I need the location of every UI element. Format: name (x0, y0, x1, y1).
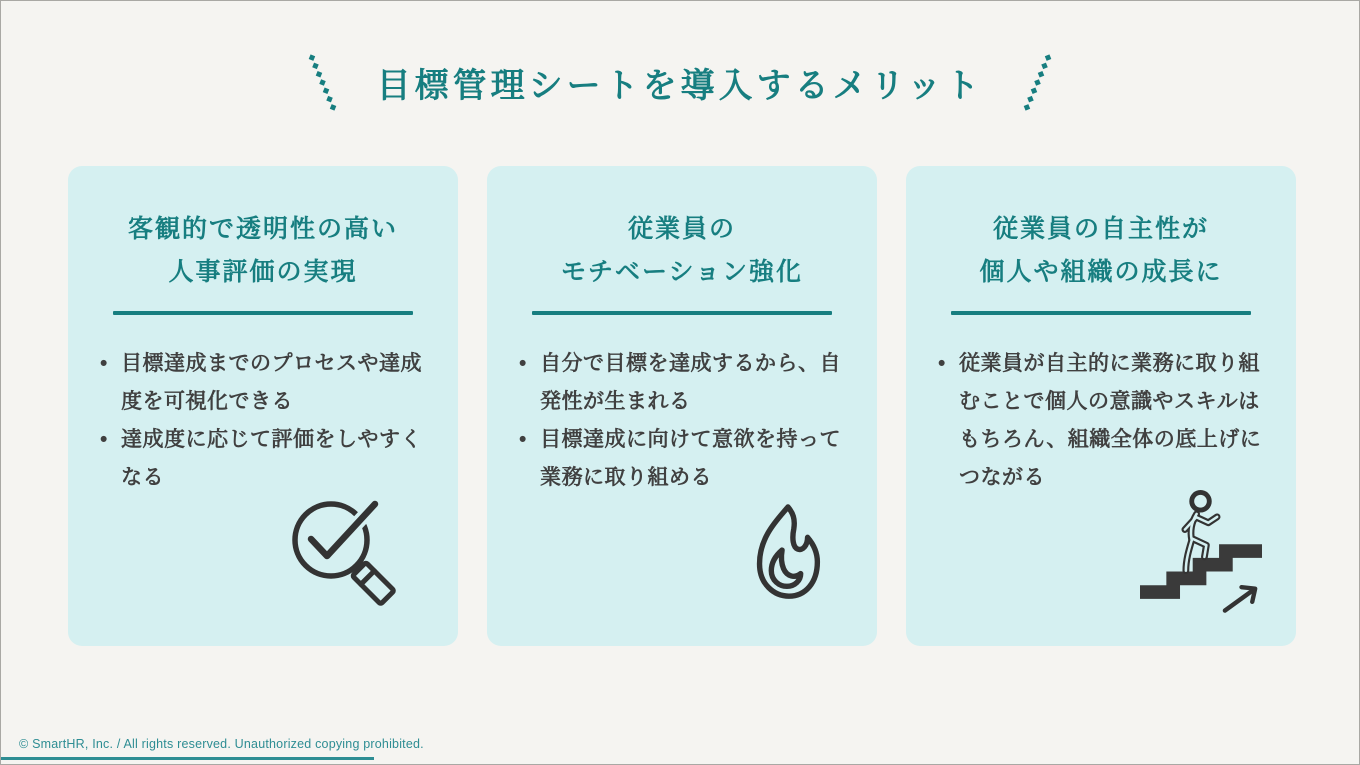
benefit-card-growth (906, 166, 1296, 646)
card-heading-line2: 個人や組織の成長に (979, 258, 1223, 286)
bullet-item: • 従業員が自主的に業務に取り組むことで個人の意識やスキルはもちろん、組織全体の底上げにつながる (936, 345, 1272, 497)
card-heading (906, 208, 1296, 294)
card-heading-line1: 従業員の自主性が (992, 215, 1209, 243)
copyright-text: © SmartHR, Inc. / All rights reserved. Unauthorized copying prohibited. (19, 737, 424, 751)
card-heading-line1: 客観的で透明性の高い (127, 215, 398, 243)
card-heading-line2: 人事評価の実現 (168, 258, 358, 286)
card-bullet-list (98, 345, 434, 497)
benefit-card-motivation (487, 166, 877, 646)
benefit-card-evaluation (68, 166, 458, 646)
bullet-item: • 達成度に応じて評価をしやすくなる (98, 421, 434, 497)
dotted-line-right-icon (1024, 54, 1052, 110)
card-heading-line1: 従業員の (627, 215, 736, 243)
bullet-item: • 目標達成までのプロセスや達成度を可視化できる (98, 345, 434, 421)
heading-underline (532, 311, 832, 315)
heading-underline (113, 311, 413, 315)
card-heading (487, 208, 877, 294)
card-heading (68, 208, 458, 294)
footer-underline (1, 757, 374, 760)
bullet-item: • 目標達成に向けて意欲を持って業務に取り組める (517, 421, 853, 497)
benefit-cards (68, 166, 1296, 646)
bullet-item: • 自分で目標を達成するから、自発性が生まれる (517, 345, 853, 421)
page-title: 目標管理シートを導入するメリット (376, 67, 984, 105)
magnifier-check-icon (286, 493, 416, 622)
flame-icon (737, 489, 835, 626)
card-bullet-list (517, 345, 853, 497)
header (1, 53, 1359, 112)
dotted-line-left-icon (308, 54, 336, 110)
card-heading-line2: モチベーション強化 (560, 258, 803, 286)
card-bullet-list (936, 345, 1272, 497)
stairs-person-icon (1140, 489, 1262, 622)
heading-underline (951, 311, 1251, 315)
